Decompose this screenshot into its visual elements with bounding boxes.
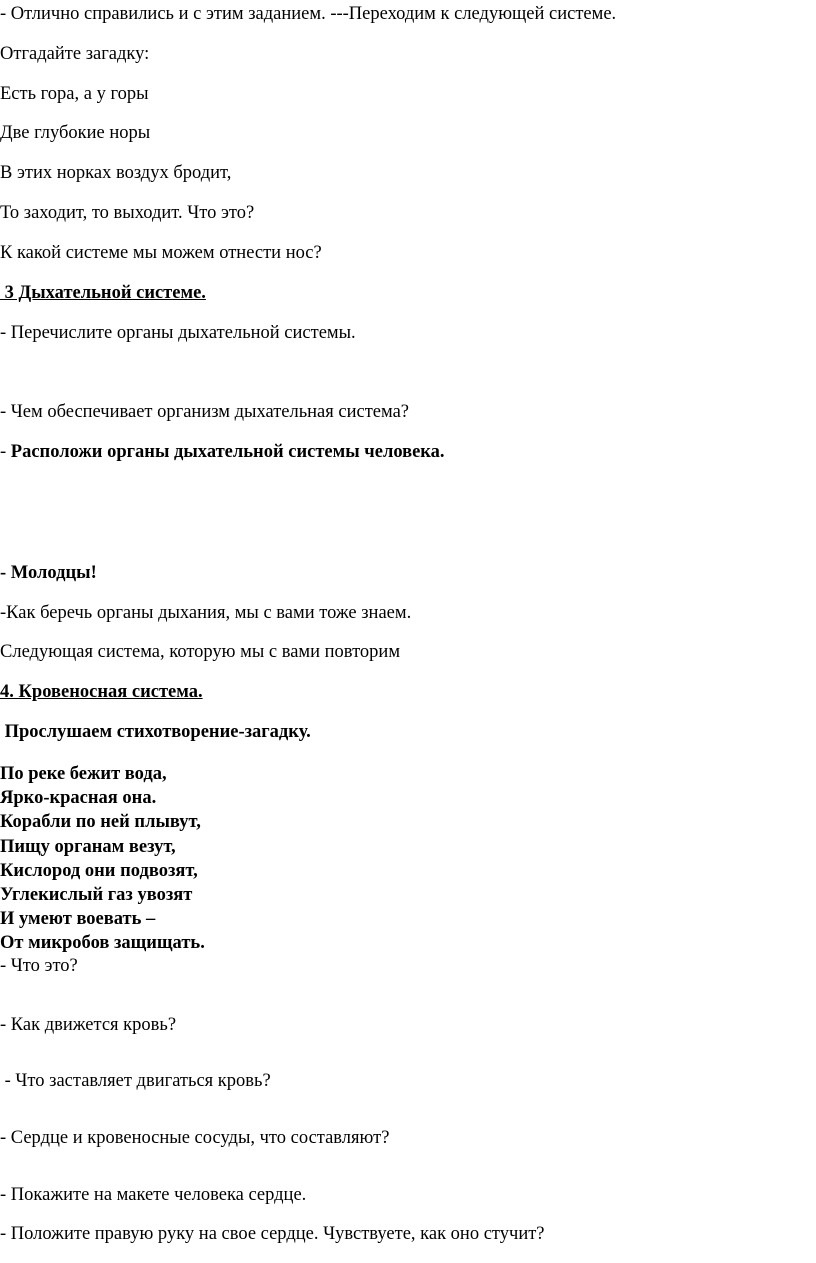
riddle-line-3: В этих норках воздух бродит,: [0, 163, 232, 183]
section3-heading: 3 Дыхательной системе.: [0, 283, 206, 303]
question-list-organs: - Перечислите органы дыхательной системы.: [0, 323, 356, 343]
riddle-line-2: Две глубокие норы: [0, 123, 151, 143]
question-heart-vessels: - Сердце и кровеносные сосуды, что составляют?: [0, 1128, 390, 1148]
question-blood-moves: - Как движется кровь?: [0, 1015, 177, 1035]
riddle-line-4: То заходит, то выходит. Что это?: [0, 203, 255, 223]
poem-line-4: Пищу органам везут,: [0, 837, 176, 857]
poem-line-8: От микробов защищать.: [0, 933, 205, 953]
poem-line-2: Ярко-красная она.: [0, 788, 157, 808]
riddle-line-1: Есть гора, а у горы: [0, 84, 149, 104]
question-hand-on-heart: - Положите правую руку на свое сердце. Чувствуете, как оно стучит?: [0, 1224, 545, 1244]
protect-breathing-line: -Как беречь органы дыхания, мы с вами тоже знаем.: [0, 603, 412, 623]
question-what-is-it: - Что это?: [0, 956, 78, 976]
question-show-heart: - Покажите на макете человека сердце.: [0, 1185, 307, 1205]
listen-poem-line: Прослушаем стихотворение-загадку.: [0, 722, 311, 742]
section4-heading: 4. Кровеносная система.: [0, 682, 203, 702]
task-arrange-text: Расположи органы дыхательной системы человека.: [10, 442, 445, 462]
poem-line-5: Кислород они подвозят,: [0, 861, 198, 881]
intro-line: - Отлично справились и с этим заданием. ---Переходим к следующей системе.: [0, 4, 617, 24]
riddle-prompt: Отгадайте загадку:: [0, 44, 150, 64]
poem-line-3: Корабли по ней плывут,: [0, 812, 201, 832]
next-system-line: Следующая система, которую мы с вами повторим: [0, 642, 401, 662]
poem-line-7: И умеют воевать –: [0, 909, 156, 929]
task-prefix: -: [0, 442, 11, 462]
nose-question: К какой системе мы можем отнести нос?: [0, 243, 322, 263]
poem-line-6: Углекислый газ увозят: [0, 885, 193, 905]
question-what-moves-blood: - Что заставляет двигаться кровь?: [0, 1071, 271, 1091]
question-respiratory-provides: - Чем обеспечивает организм дыхательная система?: [0, 402, 410, 422]
task-arrange-organs: [0, 441, 445, 463]
poem-line-1: По реке бежит вода,: [0, 764, 167, 784]
praise-line: - Молодцы!: [0, 563, 97, 583]
